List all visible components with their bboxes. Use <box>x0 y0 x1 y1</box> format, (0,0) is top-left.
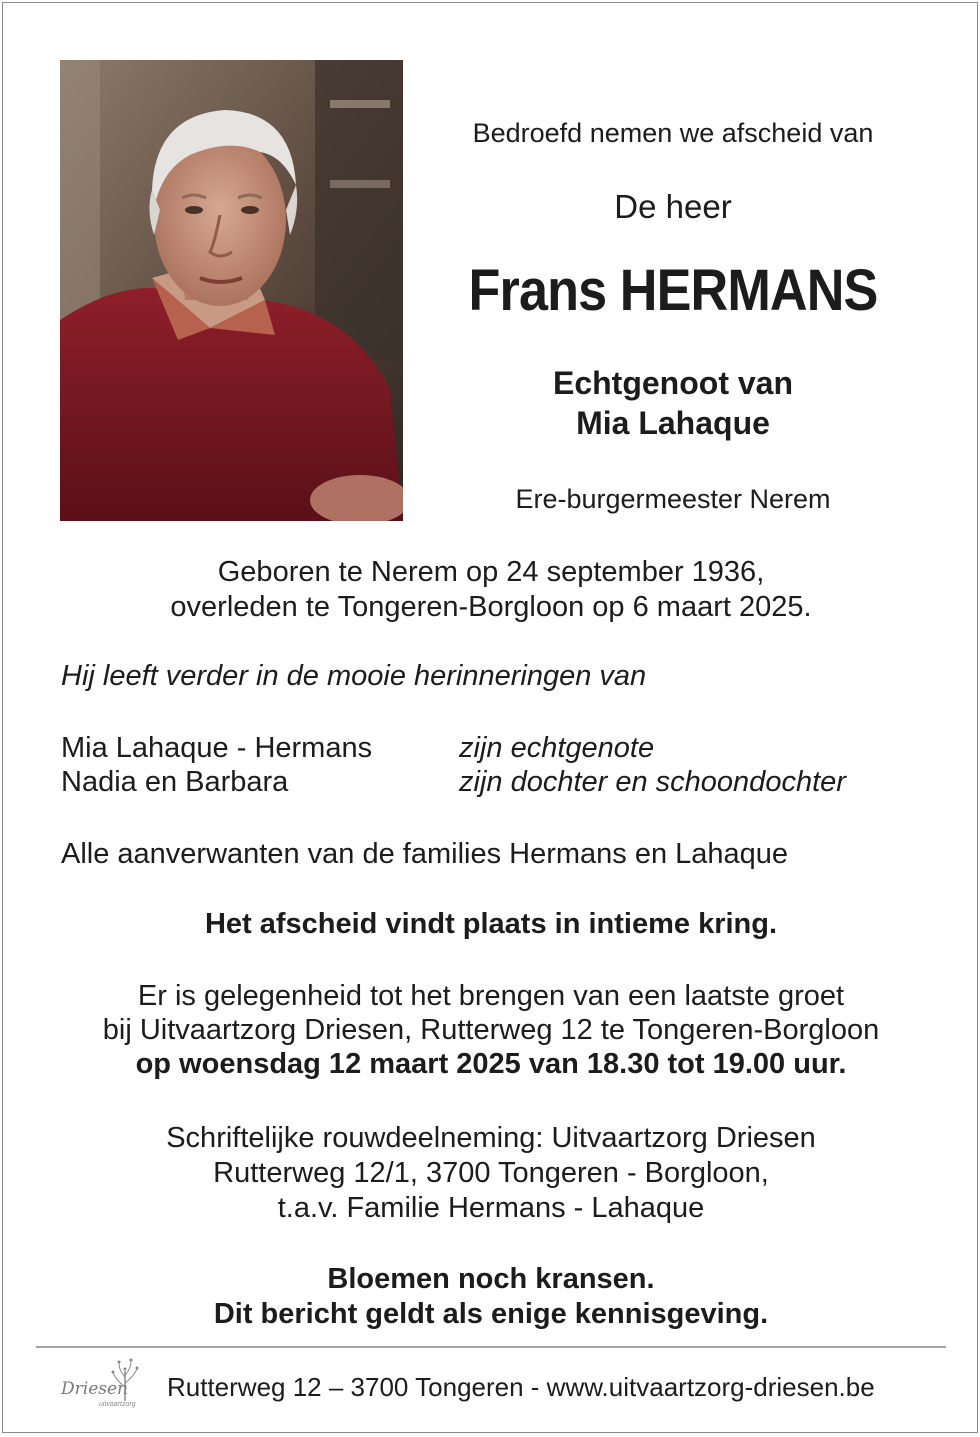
honorary-title: Ere-burgermeester Nerem <box>515 484 831 514</box>
family-member-name: Mia Lahaque - Hermans <box>61 732 373 764</box>
portrait-illustration <box>60 60 403 521</box>
spouse-label: Echtgenoot van <box>552 365 793 401</box>
driesen-logo <box>59 1357 145 1415</box>
memory-line: Hij leeft verder in de mooie herinneringen van <box>61 660 647 692</box>
intro-text: Bedroefd nemen we afscheid van <box>472 118 874 148</box>
footer-address: Rutterweg 12 – 3700 Tongeren - www.uitvaartzorg-driesen.be <box>167 1372 875 1402</box>
visit-datetime: op woensdag 12 maart 2025 van 18.30 tot 19.00 uur. <box>135 1048 847 1080</box>
family-member-relation: zijn echtgenote <box>459 732 655 764</box>
farewell-notice: Het afscheid vindt plaats in intieme kring. <box>204 908 778 940</box>
portrait-photo <box>60 60 403 521</box>
visit-line-2: bij Uitvaartzorg Driesen, Rutterweg 12 te Tongeren-Borgloon <box>102 1014 880 1046</box>
salutation: De heer <box>614 188 732 225</box>
obituary-notice <box>2 2 978 1433</box>
closing-line-1: Bloemen noch kransen. <box>327 1263 655 1295</box>
condolence-address: Rutterweg 12/1, 3700 Tongeren - Borgloon, <box>213 1157 769 1189</box>
death-line: overleden te Tongeren-Borgloon op 6 maart 2025. <box>170 591 812 623</box>
logo-wordmark: Driesen <box>61 1379 128 1399</box>
visit-line-1: Er is gelegenheid tot het brengen van een laatste groet <box>137 980 845 1012</box>
birth-line: Geboren te Nerem op 24 september 1936, <box>217 556 765 588</box>
family-member-relation: zijn dochter en schoondochter <box>459 766 846 798</box>
relatives-line: Alle aanverwanten van de families Hermans en Lahaque <box>61 838 789 870</box>
footer-divider <box>36 1346 946 1348</box>
deceased-name: Frans HERMANS <box>468 258 878 323</box>
condolence-line-1: Schriftelijke rouwdeelneming: Uitvaartzorg Driesen <box>166 1122 816 1154</box>
closing-line-2: Dit bericht geldt als enige kennisgeving. <box>213 1298 769 1330</box>
condolence-attention: t.a.v. Familie Hermans - Lahaque <box>277 1192 705 1224</box>
spouse-name: Mia Lahaque <box>576 405 770 441</box>
family-member-name: Nadia en Barbara <box>61 766 289 798</box>
logo-subtitle: uitvaartzorg <box>99 1401 136 1408</box>
